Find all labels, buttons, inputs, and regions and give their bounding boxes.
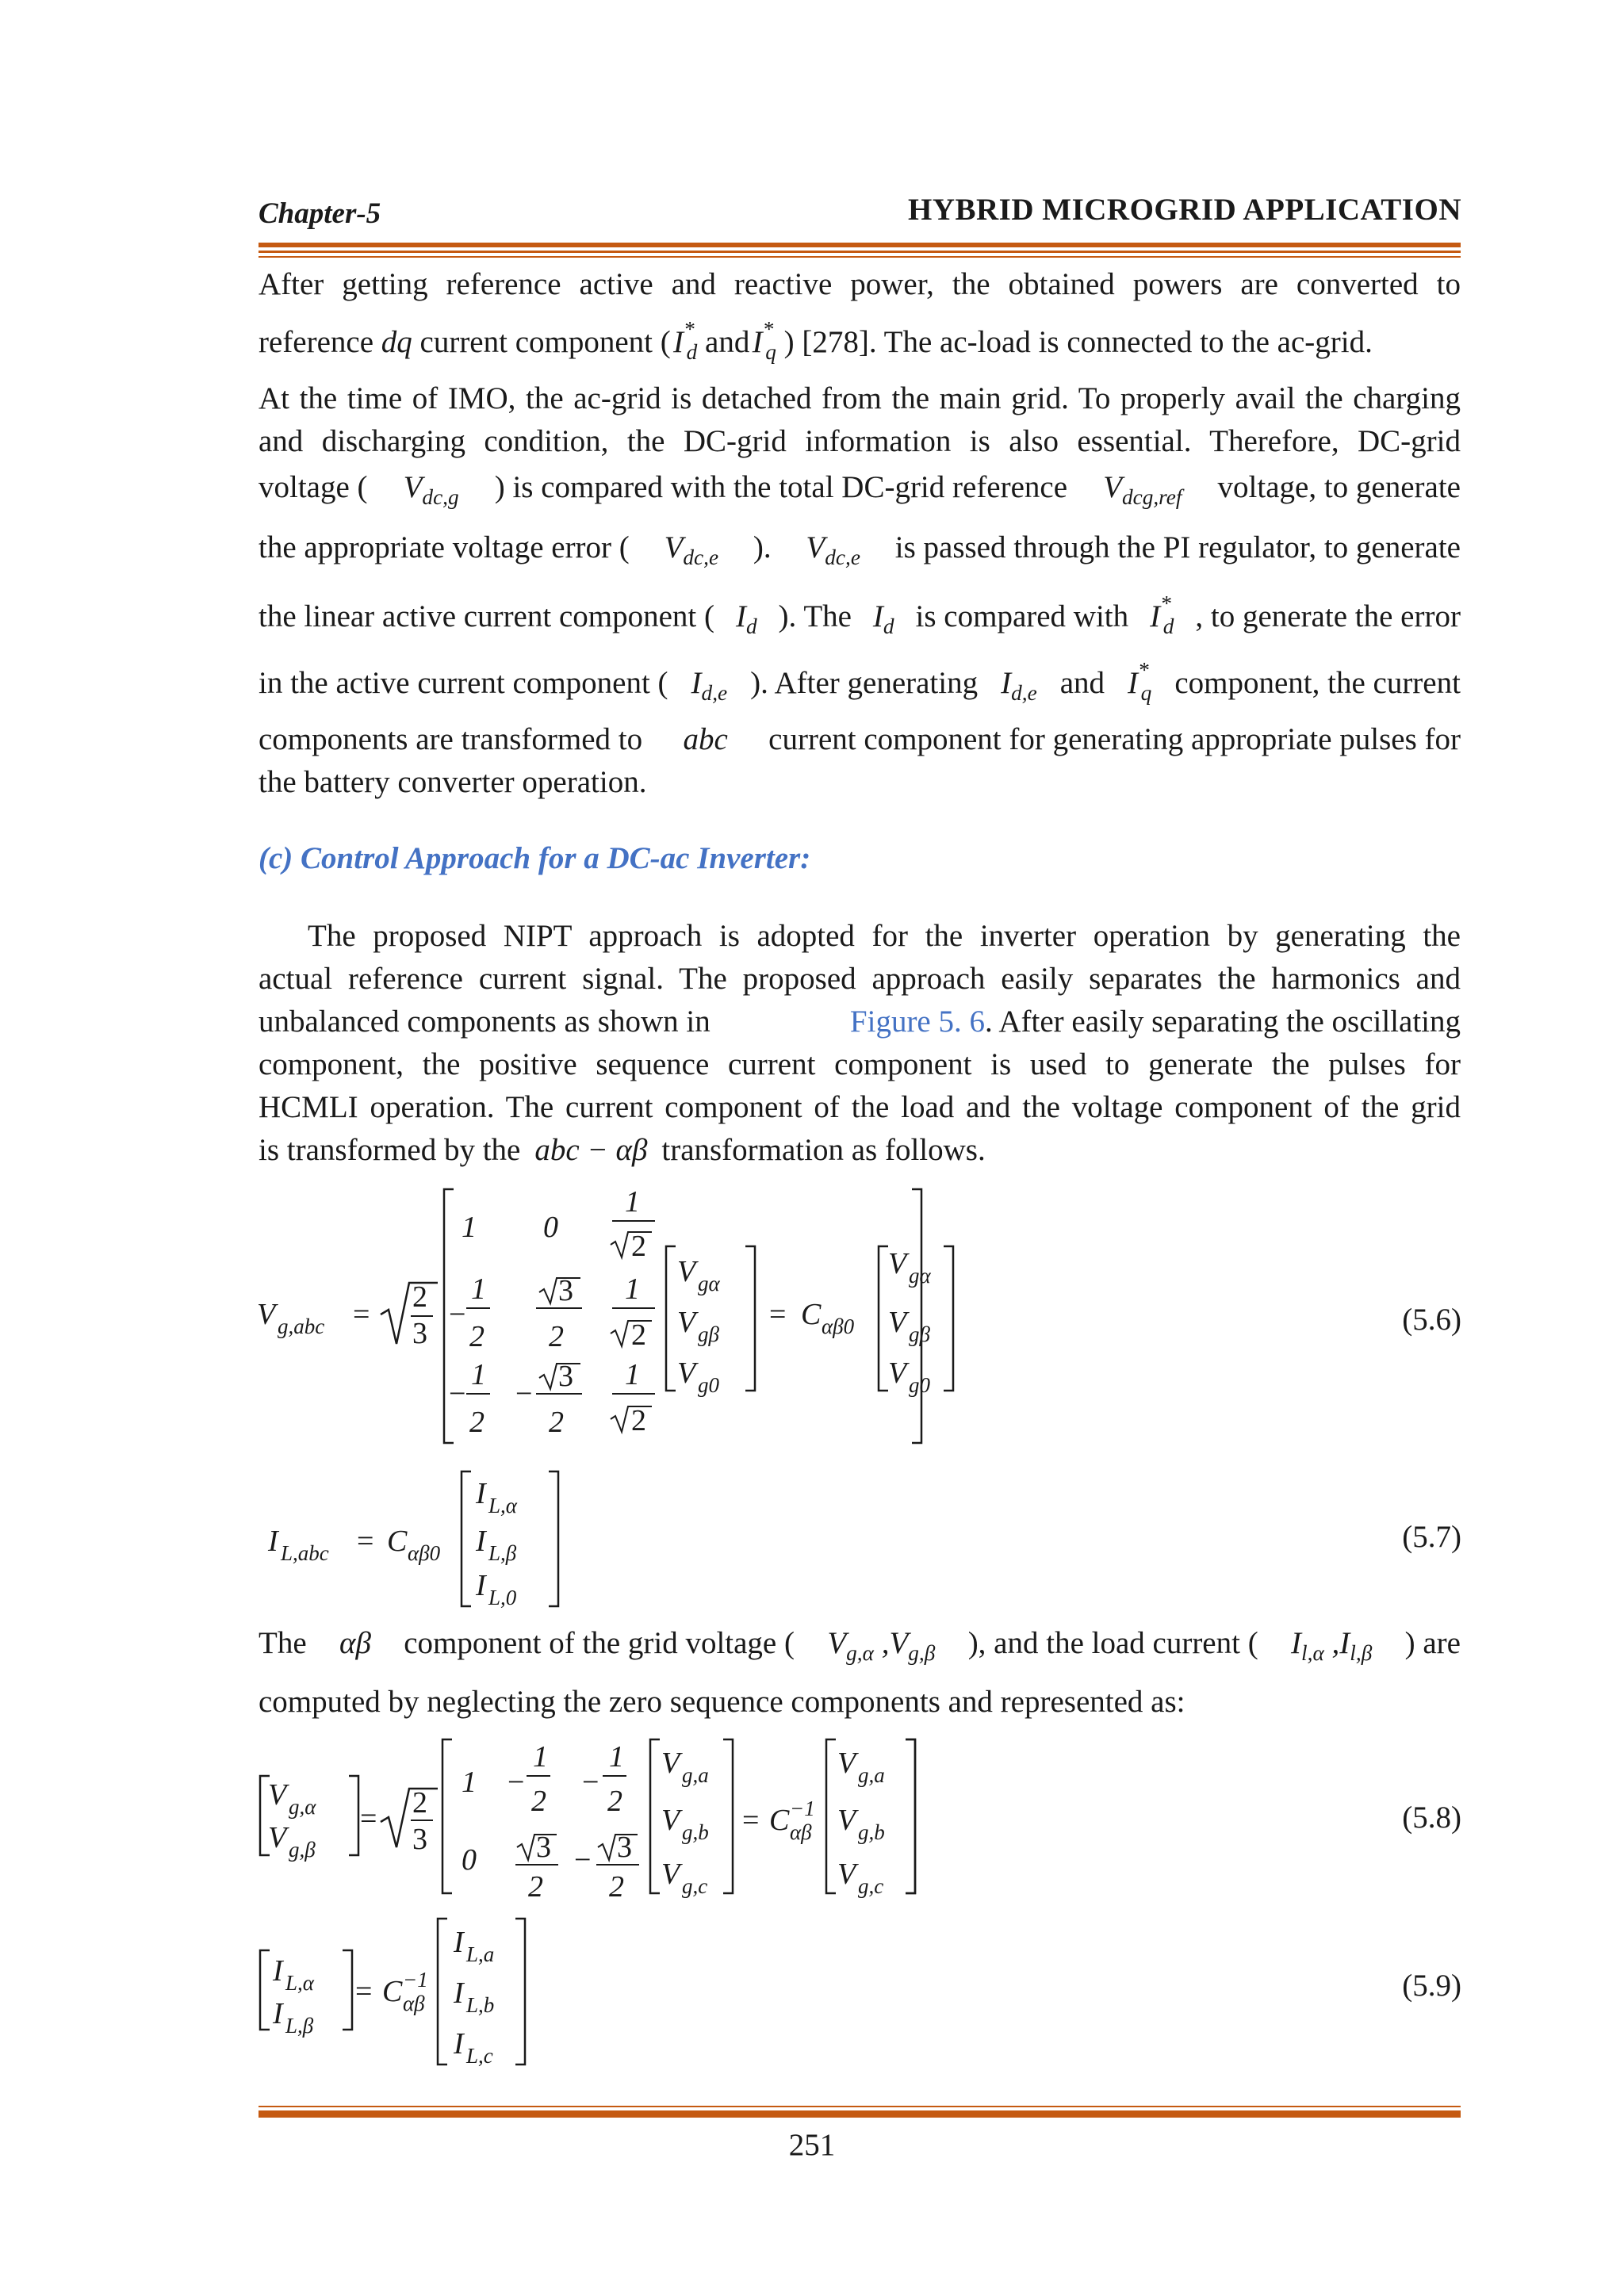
svg-text:2: 2 bbox=[609, 1870, 624, 1903]
para2-line4 bbox=[259, 1047, 1461, 1082]
svg-text:1: 1 bbox=[471, 1358, 486, 1391]
para1-text-9b: abc bbox=[683, 722, 728, 756]
svg-text:3: 3 bbox=[558, 1360, 573, 1393]
para2-text-3a: unbalanced components as shown in bbox=[259, 1004, 710, 1039]
math-ide: $I_{d,e}$ bbox=[691, 666, 728, 705]
svg-text:gα: gα bbox=[698, 1272, 720, 1295]
equation-number-5-8: (5.8) bbox=[1402, 1800, 1461, 1835]
svg-text:2: 2 bbox=[528, 1870, 543, 1903]
svg-text:L,c: L,c bbox=[466, 2044, 493, 2068]
svg-text:αβ0: αβ0 bbox=[408, 1541, 441, 1565]
para3-text-1a: The bbox=[259, 1626, 307, 1660]
svg-text:2: 2 bbox=[469, 1406, 485, 1439]
para2-text-6b: transformation as follows. bbox=[661, 1133, 986, 1167]
para1-text-7d: , to generate the error bbox=[1195, 599, 1461, 633]
equation-number-5-9: (5.9) bbox=[1402, 1969, 1461, 2003]
svg-text:3: 3 bbox=[412, 1823, 427, 1856]
math-abc-alphabeta: abc − αβ bbox=[534, 1133, 648, 1167]
svg-text:I: I bbox=[273, 1954, 283, 1988]
svg-text:0: 0 bbox=[543, 1211, 558, 1244]
para1-text-5c: voltage, to generate bbox=[1217, 470, 1461, 504]
svg-text:0: 0 bbox=[462, 1843, 477, 1877]
para1-text-8d: component, the current bbox=[1174, 666, 1461, 700]
para1-text-9c: current component for generating appropriate pulses for bbox=[768, 722, 1461, 756]
para1-text-2a: reference bbox=[259, 325, 374, 359]
equation-number-5-6: (5.6) bbox=[1402, 1303, 1461, 1337]
svg-text:V: V bbox=[257, 1298, 276, 1331]
svg-text:−: − bbox=[449, 1298, 466, 1331]
math-id-star: $I^*_d$ bbox=[670, 317, 698, 364]
para3-line1 bbox=[259, 1625, 1461, 1666]
svg-text:V: V bbox=[661, 1747, 680, 1780]
svg-text:1: 1 bbox=[462, 1211, 477, 1244]
svg-text:3: 3 bbox=[412, 1317, 427, 1350]
para3-text-1c: ), and the load current ( bbox=[967, 1626, 1258, 1660]
svg-text:2: 2 bbox=[631, 1318, 646, 1352]
para2-line2 bbox=[259, 961, 1461, 997]
section-subheading: (c) Control Approach for a DC-ac Inverter: bbox=[259, 841, 811, 875]
para3-line2 bbox=[259, 1684, 1461, 1720]
para1-text-2d: and bbox=[705, 325, 750, 359]
header-rule bbox=[259, 243, 1461, 258]
para1-text-6a: the appropriate voltage error ( bbox=[259, 530, 630, 564]
para1-text-2e: ) [278]. The ac-load is connected to the ac-grid. bbox=[783, 325, 1373, 359]
para3-text-1d: ) are bbox=[1404, 1626, 1461, 1660]
math-id-2: $I_d$ bbox=[872, 599, 894, 638]
equation-5-9 bbox=[254, 1912, 555, 2071]
math-id-star-2: $I^*_d$ bbox=[1150, 591, 1174, 638]
svg-text:V: V bbox=[268, 1821, 287, 1854]
svg-text:=: = bbox=[769, 1298, 787, 1331]
para1-text-10: the battery converter operation. bbox=[259, 765, 647, 799]
svg-text:3: 3 bbox=[536, 1831, 551, 1864]
para2-text-3b: . After easily separating the oscillating bbox=[985, 1004, 1461, 1039]
svg-text:I: I bbox=[454, 1976, 464, 2010]
svg-text:2: 2 bbox=[531, 1785, 546, 1818]
svg-text:g,b: g,b bbox=[682, 1820, 709, 1844]
para2-line1 bbox=[308, 918, 1461, 954]
svg-text:V: V bbox=[677, 1306, 696, 1339]
para3-text-2: computed by neglecting the zero sequence components and represented as: bbox=[259, 1685, 1185, 1719]
footer-rule bbox=[259, 2103, 1461, 2118]
svg-text:αβ: αβ bbox=[403, 1992, 425, 2015]
svg-text:g,c: g,c bbox=[682, 1874, 708, 1898]
svg-text:2: 2 bbox=[469, 1320, 485, 1353]
svg-text:1: 1 bbox=[625, 1185, 640, 1219]
svg-text:V: V bbox=[837, 1858, 856, 1891]
svg-text:L,α: L,α bbox=[285, 1971, 314, 1995]
math-id: $I_d$ bbox=[735, 599, 757, 638]
svg-text:1: 1 bbox=[471, 1272, 486, 1306]
svg-text:I: I bbox=[476, 1477, 486, 1510]
para1-text-2b: dq bbox=[381, 325, 412, 359]
svg-text:L,α: L,α bbox=[488, 1494, 517, 1517]
math-alphabeta: αβ bbox=[339, 1626, 371, 1660]
para2-text-1: The proposed NIPT approach is adopted for the inverter operation by generating the bbox=[308, 919, 1461, 953]
svg-text:L,b: L,b bbox=[466, 1993, 495, 2017]
svg-text:V: V bbox=[837, 1804, 856, 1837]
math-vdcgref: $V_{dcg,ref}$ bbox=[1103, 470, 1182, 509]
para2-text-4: component, the positive sequence current component is used to generate the pulses for bbox=[259, 1047, 1461, 1081]
para2-text-5: HCMLI operation. The current component of the load and the voltage component of the grid bbox=[259, 1090, 1461, 1124]
math-il-alpha-beta: $I_{l,\alpha}$ $,I_{l,\beta}$ bbox=[1291, 1626, 1373, 1665]
svg-text:I: I bbox=[273, 1997, 283, 2030]
svg-text:−: − bbox=[449, 1377, 466, 1410]
para1-text-7b: ). The bbox=[778, 599, 852, 633]
svg-text:V: V bbox=[661, 1858, 680, 1891]
svg-text:C: C bbox=[769, 1804, 790, 1837]
svg-text:I: I bbox=[476, 1525, 486, 1558]
svg-text:=: = bbox=[357, 1525, 374, 1558]
svg-text:g0: g0 bbox=[698, 1373, 719, 1397]
svg-text:g,a: g,a bbox=[682, 1763, 709, 1787]
svg-text:gβ: gβ bbox=[698, 1322, 719, 1346]
svg-text:V: V bbox=[677, 1357, 696, 1390]
svg-text:C: C bbox=[387, 1525, 408, 1558]
svg-text:L,abc: L,abc bbox=[281, 1541, 329, 1565]
equation-5-6 bbox=[254, 1181, 1047, 1451]
svg-text:g,α: g,α bbox=[289, 1795, 316, 1819]
svg-text:−: − bbox=[508, 1766, 525, 1799]
para2-text-6a: is transformed by the bbox=[259, 1133, 521, 1167]
svg-text:I: I bbox=[454, 2027, 464, 2061]
math-iq-star-2: $I^*_q$ bbox=[1128, 658, 1152, 705]
svg-text:=: = bbox=[742, 1804, 760, 1837]
svg-text:αβ0: αβ0 bbox=[822, 1314, 855, 1338]
para1-text-6b: ). bbox=[753, 530, 772, 564]
para3-text-1b: component of the grid voltage ( bbox=[404, 1626, 795, 1660]
svg-text:2: 2 bbox=[412, 1280, 427, 1314]
chapter-title: HYBRID MICROGRID APPLICATION bbox=[908, 193, 1461, 227]
svg-text:L,β: L,β bbox=[285, 2014, 314, 2038]
svg-text:1: 1 bbox=[625, 1272, 640, 1306]
svg-text:1: 1 bbox=[625, 1358, 640, 1391]
svg-text:V: V bbox=[268, 1778, 287, 1812]
svg-text:−1: −1 bbox=[403, 1968, 428, 1992]
svg-text:−: − bbox=[574, 1843, 592, 1877]
math-vdce: $V_{dc,e}$ bbox=[664, 530, 719, 569]
svg-text:g,c: g,c bbox=[858, 1874, 884, 1898]
equation-5-7 bbox=[262, 1464, 595, 1614]
svg-text:3: 3 bbox=[558, 1274, 573, 1307]
svg-text:−: − bbox=[515, 1377, 533, 1410]
svg-text:V: V bbox=[837, 1747, 856, 1780]
svg-text:L,β: L,β bbox=[488, 1541, 517, 1565]
page-number: 251 bbox=[788, 2128, 836, 2162]
svg-text:V: V bbox=[677, 1255, 696, 1288]
svg-text:C: C bbox=[382, 1975, 403, 2008]
math-vdce-2: $V_{dc,e}$ bbox=[806, 530, 860, 569]
svg-text:g,β: g,β bbox=[289, 1838, 316, 1862]
para1-line3 bbox=[259, 381, 1461, 416]
equation-number-5-7: (5.7) bbox=[1402, 1520, 1461, 1554]
para1-text-8c: and bbox=[1059, 666, 1105, 700]
figure-link[interactable]: Figure 5. 6 bbox=[849, 1004, 985, 1039]
svg-text:g,a: g,a bbox=[858, 1763, 885, 1787]
svg-text:1: 1 bbox=[609, 1740, 624, 1774]
para1-text-8a: in the active current component ( bbox=[259, 666, 668, 700]
para1-line5 bbox=[259, 469, 1461, 510]
equation-5-8 bbox=[254, 1728, 952, 1903]
svg-text:g,abc: g,abc bbox=[278, 1314, 325, 1338]
para1-text-5b: ) is compared with the total DC-grid reference bbox=[494, 470, 1068, 504]
svg-text:=: = bbox=[353, 1298, 370, 1331]
svg-text:I: I bbox=[454, 1926, 464, 1959]
svg-text:I: I bbox=[268, 1525, 278, 1558]
para2-line3 bbox=[259, 1004, 1461, 1039]
para1-text-2c: current component ( bbox=[419, 325, 671, 359]
para2-line5 bbox=[259, 1089, 1461, 1125]
para1-line10 bbox=[259, 764, 1461, 800]
para1-line8 bbox=[259, 658, 1461, 706]
svg-text:−1: −1 bbox=[790, 1797, 815, 1820]
svg-text:2: 2 bbox=[607, 1785, 622, 1818]
para1-line7 bbox=[259, 591, 1461, 639]
svg-text:=: = bbox=[360, 1802, 377, 1835]
para1-line2 bbox=[259, 317, 1461, 365]
svg-text:1: 1 bbox=[533, 1740, 548, 1774]
svg-text:V: V bbox=[888, 1306, 907, 1339]
svg-text:V: V bbox=[888, 1357, 907, 1390]
para1-line6 bbox=[259, 530, 1461, 570]
para1-text-1: After getting reference active and reactive power, the obtained powers are converted to bbox=[259, 267, 1461, 301]
para1-text-5a: voltage ( bbox=[259, 470, 368, 504]
svg-text:αβ: αβ bbox=[790, 1820, 812, 1844]
para1-text-3: At the time of IMO, the ac-grid is detached from the main grid. To properly avail the charging bbox=[259, 381, 1461, 415]
svg-text:gβ: gβ bbox=[909, 1322, 930, 1346]
para2-text-2: actual reference current signal. The proposed approach easily separates the harmonics and bbox=[259, 962, 1461, 996]
svg-text:I: I bbox=[476, 1569, 486, 1602]
chapter-label: Chapter-5 bbox=[259, 197, 381, 230]
para1-line9 bbox=[259, 721, 1461, 757]
svg-text:C: C bbox=[801, 1298, 822, 1331]
math-ide-2: $I_{d,e}$ bbox=[1001, 666, 1037, 705]
svg-text:−: − bbox=[582, 1766, 599, 1799]
svg-text:2: 2 bbox=[631, 1230, 646, 1263]
math-iq-star: $I^*_q$ bbox=[749, 317, 776, 364]
para1-text-6c: is passed through the PI regulator, to generate bbox=[894, 530, 1461, 564]
svg-text:2: 2 bbox=[412, 1786, 427, 1820]
para1-text-7a: the linear active current component ( bbox=[259, 599, 714, 633]
svg-text:g,b: g,b bbox=[858, 1820, 885, 1844]
svg-text:2: 2 bbox=[549, 1320, 564, 1353]
para1-text-9a: components are transformed to bbox=[259, 722, 643, 756]
para1-text-8b: ). After generating bbox=[750, 666, 979, 700]
para1-line4 bbox=[259, 423, 1461, 459]
math-vg-alpha-beta: $V_{g,\alpha}$ $,V_{g,\beta}$ bbox=[827, 1626, 936, 1665]
svg-text:V: V bbox=[661, 1804, 680, 1837]
para1-text-4: and discharging condition, the DC-grid information is also essential. Therefore, DC-grid bbox=[259, 424, 1461, 458]
svg-text:V: V bbox=[888, 1247, 907, 1280]
math-vdcg: $V_{dc,g}$ bbox=[403, 470, 459, 509]
para1-text-7c: is compared with bbox=[915, 599, 1129, 633]
svg-text:2: 2 bbox=[549, 1406, 564, 1439]
svg-text:L,0: L,0 bbox=[488, 1586, 517, 1609]
svg-text:2: 2 bbox=[631, 1404, 646, 1437]
svg-text:L,a: L,a bbox=[466, 1942, 495, 1966]
svg-text:gα: gα bbox=[909, 1264, 931, 1288]
svg-text:1: 1 bbox=[462, 1766, 477, 1799]
svg-text:3: 3 bbox=[617, 1831, 632, 1864]
svg-text:g0: g0 bbox=[909, 1373, 930, 1397]
svg-text:=: = bbox=[355, 1975, 373, 2008]
para2-line6 bbox=[259, 1132, 1461, 1168]
para1-line1 bbox=[259, 266, 1461, 302]
